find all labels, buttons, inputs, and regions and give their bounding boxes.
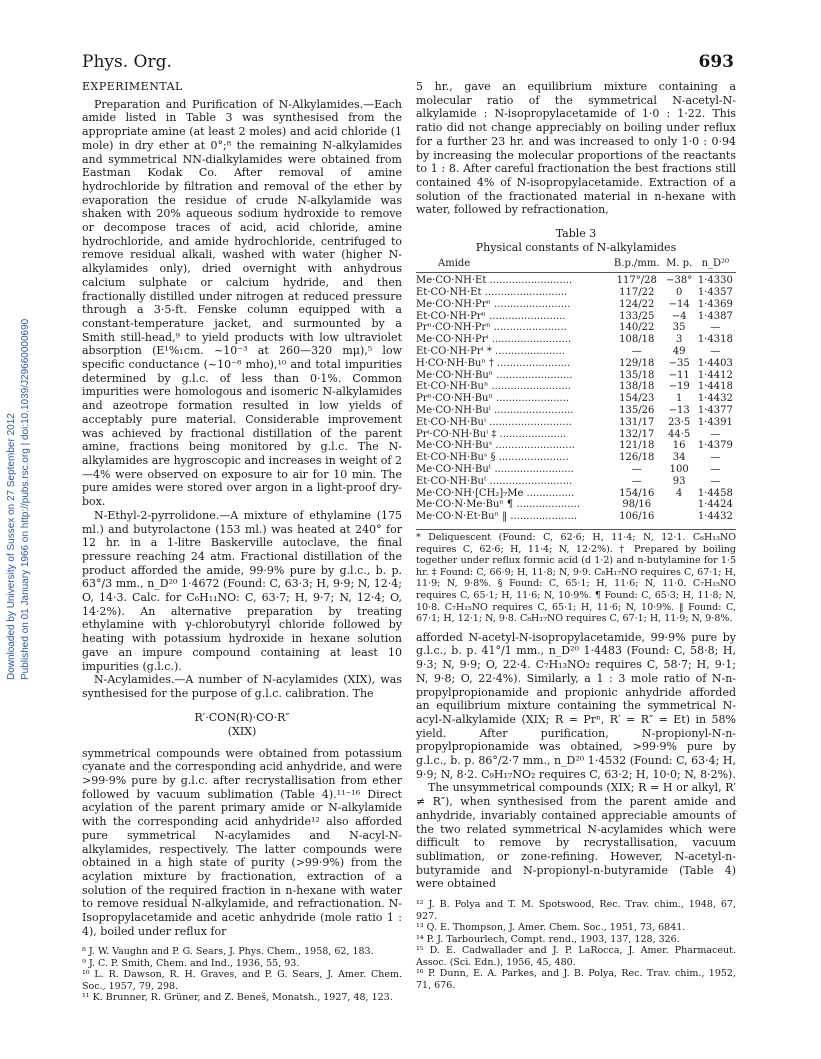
table-row [416, 417, 736, 429]
value-cell: 106/16 [619, 511, 655, 523]
value-cell: — [710, 346, 721, 358]
value-cell: 4 [675, 487, 683, 499]
value-cell: 35 [672, 322, 686, 334]
column-header: n_D²⁰ [695, 258, 736, 272]
value-cell: — [631, 346, 642, 358]
footnote: ¹⁰ L. R. Dawson, R. H. Graves, and P. G. Sears, J. Amer. Chem. Soc., 1957, 79, 298. [82, 969, 402, 992]
value-cell: — [710, 463, 721, 475]
value-cell: 100 [669, 463, 689, 475]
table-row [416, 299, 736, 311]
amide-cell: Me·CO·NH·Et .......................... [416, 275, 573, 287]
amide-cell: Me·CO·NH·Prⁱ ......................... [416, 334, 572, 346]
amide-cell: Et·CO·NH·Buⁱ .......................... [416, 416, 572, 428]
value-cell: 135/18 [619, 369, 655, 381]
table-row [416, 273, 736, 287]
value-cell: 131/17 [619, 416, 655, 428]
column-header: B.p./mm. [610, 258, 664, 272]
amide-cell: Prⁿ·CO·NH·Prⁿ ....................... [416, 322, 567, 334]
table-row [416, 488, 736, 500]
table-caption: Physical constants of N-alkylamides [475, 240, 677, 254]
value-cell: 1·4403 [697, 357, 733, 369]
table-row [416, 393, 736, 405]
value-cell: 0 [675, 287, 683, 299]
value-cell: — [710, 475, 721, 487]
paragraph: The unsymmetrical compounds (XIX; R = H or alkyl, R′ ≠ R″), when synthesised from the parent amide and anhydride, invariably contained appreciable amounts of the two related symmetrical N-acylamides which were difficult to remove by recrystallisation, vacuum sublimation, or zone-refining. However, N-acetyl-n-butyramide and N-propionyl-n-butyramide (Table 4) were obtained [416, 781, 736, 891]
paragraph: N-Acylamides.—A number of N-acylamides (XIX), was synthesised for the purpose of g.l.c. calibration. The [82, 673, 402, 700]
amide-cell: Me·CO·N·Et·Buⁿ ‖ ..................... [416, 511, 578, 523]
value-cell: 44·5 [668, 428, 691, 440]
paragraph: Preparation and Purification of N-Alkylamides.—Each amide listed in Table 3 was synthesised from the appropriate amine (at least 2 moles) and acid chloride (1 mole) in dry ether at 0°;⁸ the remaining N-alkylamides and symmetrical NN-dialkylamides were obtained from Eastman Kodak Co. After removal of amine hydrochloride by filtration and removal of the ether by evaporation the residue of crude N-alkylamide was shaken with 20% aqueous sodium hydroxide to remove or decompose traces of acid, acid chloride, amine hydrochloride, and amide hydrochloride, centrifuged to remove residual alkali, washed with water (higher N-alkylamides only), dried overnight with anhydrous calcium sulphate or calcium hydride, and then fractionally distilled under nitrogen at reduced pressure through a 3·5-ft. Fenske column equipped with a constant-temperature jacket, and surmounted by a Smith still-head,⁹ to yield products with low ultraviolet absorption (E¹%₁cm. ~10⁻³ at 260—320 mμ),⁵ low specific conductance (~10⁻⁸ mho),¹⁰ and total impurities determined by g.l.c. of less than 0·1%. Common impurities were homologous and isomeric N-alkylamides and azeotrope formation resulted in low yields of acceptably pure material. Considerable improvement was achieved by fractional distillation of the parent amine, fractions being monitored by g.l.c. The N-alkylamides are hygroscopic and increases in weight of 2—4% were observed on exposure to air for 10 min. The pure amides were stored over argon in a light-proof dry-box. [82, 97, 402, 509]
value-cell: 135/26 [619, 405, 655, 416]
value-cell: 108/18 [619, 334, 655, 346]
doi-link[interactable]: Published on 01 January 1966 on http://pubs.rsc.org | doi:10.1039/J29660000690 [20, 318, 31, 680]
value-cell: 154/23 [619, 393, 655, 405]
value-cell [664, 511, 695, 523]
column-header: M. p. [664, 258, 695, 272]
value-cell: 132/17 [619, 428, 655, 440]
table-row [416, 358, 736, 370]
value-cell: 129/18 [619, 357, 655, 369]
value-cell: 154/16 [619, 487, 655, 499]
value-cell: 1·4318 [697, 334, 733, 346]
download-sidebar [2, 80, 36, 980]
footnote: ⁹ J. C. P. Smith, Chem. and Ind., 1936, 55, 93. [82, 957, 300, 969]
table-row [416, 381, 736, 393]
value-cell: 93 [672, 475, 686, 487]
value-cell: 1·4458 [697, 487, 733, 499]
table-footnotes: * Deliquescent (Found: C, 62·6; H, 11·4; N, 12·1. C₆H₁₃NO requires C, 62·6; H, 11·4; N, 12·2%). † Prepared by boiling together under reflux formic acid (d 1·2) and n-butylamine for 1·5 hr. ‡ Found: C, 66·9; H, 11·8; N, 9·9. C₈H₁₇NO requires C, 67·1; H, 11·9; N, 9·8%. § Found: C, 65·1; H, 11·6; N, 11·0. C₇H₁₅NO requires C, 65·1; H, 11·6; N, 10·9%. ¶ Found: C, 65·3; H, 11·8; N, 10·8. C₇H₁₅NO requires C, 65·1; H, 11·6; N, 10·9%. ‖ Found: C, 67·1; H, 12·1; N, 9·8. C₈H₁₇NO requires C, 67·1; H, 11·9; N, 9·8%. [416, 529, 736, 625]
table-row [416, 476, 736, 488]
table-row [416, 322, 736, 334]
value-cell: — [710, 452, 721, 464]
table-row [416, 511, 736, 523]
value-cell: 1 [675, 393, 683, 405]
footnote: ¹² J. B. Polya and T. M. Spotswood, Rec. Trav. chim., 1948, 67, 927. [416, 899, 736, 922]
table-row [416, 452, 736, 464]
formula-label: (XIX) [227, 724, 257, 738]
paragraph: afforded N-acetyl-N-isopropylacetamide, 99·9% pure by g.l.c., b. p. 41°/1 mm., n_D²⁰ 1·4483 (Found: C, 58·8; H, 9·3; N, 9·9; O, 22·4. C₇H₁₃NO₂ requires C, 58·7; H, 9·1; N, 9·8; O, 22·4%). Similarly, a 1 : 3 mole ratio of N-n-propylpropionamide and propionic anhydride afforded an equilibrium mixture containing the symmetrical N-acyl-N-alkylamide (XIX; R = Prⁿ, R′ = R″ = Et) in 58% yield. After purification, N-propionyl-N-n-propylpropionamide was obtained, >99·9% pure by g.l.c., b. p. 86°/2·7 mm., n_D²⁰ 1·4532 (Found: C, 63·4; H, 9·9; N, 8·2. C₉H₁₇NO₂ requires C, 63·2; H, 10·0; N, 8·2%). [416, 630, 736, 781]
value-cell: — [710, 322, 721, 334]
footnote: ¹⁵ D. E. Cadwallader and J. P. LaRocca, J. Amer. Pharmaceut. Assoc. (Sci. Edn.), 1956, 45, 480. [416, 945, 736, 968]
amide-cell: Me·CO·NH·Buᵗ ......................... [416, 463, 574, 475]
column-header: Amide [416, 258, 610, 272]
value-cell: 1·4379 [697, 440, 733, 452]
value-cell: 1·4387 [697, 310, 733, 322]
value-cell: 49 [672, 346, 686, 358]
value-cell: — [710, 428, 721, 440]
page-number: 693 [698, 52, 734, 72]
value-cell: 1·4412 [697, 369, 733, 381]
table-row [416, 440, 736, 452]
value-cell: 3 [675, 334, 683, 346]
value-cell: −4 [671, 310, 687, 322]
amide-cell: Me·CO·NH·Buˢ ......................... [416, 440, 575, 452]
footnote: ¹⁴ P. J. Tarbourlech, Compt. rend., 1903, 137, 128, 326. [416, 933, 680, 945]
table-row [416, 334, 736, 346]
footnote: ⁸ J. W. Vaughn and P. G. Sears, J. Phys. Chem., 1958, 62, 183. [82, 946, 374, 958]
value-cell: — [631, 463, 642, 475]
amide-cell: Prⁱ·CO·NH·Buⁱ ‡ ..................... [416, 428, 567, 440]
value-cell [664, 499, 695, 511]
table-row [416, 346, 736, 358]
value-cell: −19 [668, 381, 690, 393]
formula [82, 711, 402, 739]
paragraph: symmetrical compounds were obtained from potassium cyanate and the corresponding acid anhydride, and were >99·9% pure by g.l.c. after recrystallisation from ether followed by vacuum sublimation (Table 4).¹¹⁻¹⁶ Direct acylation of the parent primary amide or N-alkylamide with the corresponding acid anhydride¹² also afforded pure symmetrical N-acylamides and N-acyl-N-alkylamides, respectively. The latter compounds were obtained in a high state of purity (>99·9%) from the acylation mixture by fractionation, extraction of a solution of the required fraction in n-hexane with water to remove residual N-alkylamide, and refractionation. N-Isopropylacetamide and acetic anhydride (mole ratio 1 : 4), boiled under reflux for [82, 746, 402, 938]
table-row [416, 311, 736, 323]
table-row [416, 429, 736, 441]
amide-cell: Prⁿ·CO·NH·Buⁿ ....................... [416, 393, 570, 405]
amide-cell: Et·CO·NH·Prⁿ ........................ [416, 310, 566, 322]
download-notice: Downloaded by University of Sussex on 27 September 2012 [6, 413, 17, 680]
footnote: ¹¹ K. Brunner, R. Grüner, and Z. Beneš, Monatsh., 1927, 48, 123. [82, 992, 393, 1004]
paragraph: 5 hr., gave an equilibrium mixture containing a molecular ratio of the symmetrical N-acetyl-N-alkylamide : N-isopropylacetamide of 1·0 : 1·22. This ratio did not change appreciably on boiling under reflux for a further 23 hr. and was increased to only 1·0 : 0·94 by increasing the molecular proportions of the reactants to 1 : 8. After careful fractionation the best fractions still contained 4% of N-isopropylacetamide. Extraction of a solution of the fractionated material in n-hexane with water, followed by refractionation, [416, 80, 736, 217]
value-cell: 23·5 [668, 416, 691, 428]
amide-cell: Et·CO·NH·Prⁱ * ...................... [416, 346, 565, 358]
amide-cell: Me·CO·NH·Buⁱ ......................... [416, 405, 574, 416]
table-title: Table 3 [555, 227, 597, 241]
value-cell: 1·4357 [697, 287, 733, 299]
value-cell: 1·4391 [697, 416, 733, 428]
formula-expression: R′·CON(R)·CO·R″ [194, 710, 290, 724]
physical-constants-table [416, 258, 736, 523]
value-cell: 16 [672, 440, 686, 452]
table-row [416, 370, 736, 382]
table-row [416, 405, 736, 417]
amide-cell: Me·CO·NH·[CH₂]₇Me ............... [416, 487, 575, 499]
table-row [416, 499, 736, 511]
amide-cell: Me·CO·N·Me·Buⁿ ¶ .................... [416, 499, 581, 511]
journal-name: Phys. Org. [82, 52, 172, 72]
value-cell: 117°/28 [616, 275, 657, 287]
value-cell: −35 [668, 357, 690, 369]
footnote: ¹⁶ P. Dunn, E. A. Parkes, and J. B. Polya, Rec. Trav. chim., 1952, 71, 676. [416, 968, 736, 991]
paragraph: N-Ethyl-2-pyrrolidone.—A mixture of ethylamine (175 ml.) and butyrolactone (153 ml.) was heated at 240° for 12 hr. in a 1-litre Baskerville autoclave, the final pressure reaching 24 atm. Fractional distillation of the product afforded the amide, 99·9% pure by g.l.c., b. p. 63°/3 mm., n_D²⁰ 1·4672 (Found: C, 63·3; H, 9·9; N, 12·4; O, 14·3. Calc. for C₆H₁₁NO: C, 63·7; H, 9·7; N, 12·4; O, 14·2%). An alternative preparation by treating ethylamine with γ-chlorobutyryl chloride followed by heating with potassium hydroxide in hexane solution gave an impure compound containing at least 10 impurities (g.l.c.). [82, 508, 402, 673]
value-cell: −14 [668, 298, 690, 310]
page-header [82, 52, 734, 74]
value-cell: 34 [672, 452, 686, 464]
table-body [416, 273, 736, 523]
amide-cell: Et·CO·NH·Buⁿ ......................... [416, 381, 571, 393]
value-cell: 98/16 [622, 499, 652, 511]
amide-cell: Me·CO·NH·Buⁿ ........................ [416, 369, 573, 381]
value-cell: 138/18 [619, 381, 655, 393]
left-column [82, 80, 402, 1004]
value-cell: 1·4432 [697, 511, 733, 523]
amide-cell: Et·CO·NH·Et .......................... [416, 287, 568, 299]
value-cell: −38° [666, 275, 693, 287]
amide-cell: Et·CO·NH·Buˢ § ...................... [416, 452, 569, 464]
value-cell: 1·4418 [697, 381, 733, 393]
value-cell: 1·4330 [697, 275, 733, 287]
value-cell: 117/22 [619, 287, 655, 299]
amide-cell: Me·CO·NH·Prⁿ ........................ [416, 298, 571, 310]
value-cell: 140/22 [619, 322, 655, 334]
footnotes [82, 946, 402, 1004]
value-cell: 124/22 [619, 298, 655, 310]
footnote: ¹³ Q. E. Thompson, J. Amer. Chem. Soc., 1951, 73, 6841. [416, 922, 686, 934]
value-cell: 1·4369 [697, 298, 733, 310]
value-cell: −11 [668, 369, 690, 381]
value-cell: 133/25 [619, 310, 655, 322]
table-row [416, 464, 736, 476]
value-cell: 126/18 [619, 452, 655, 464]
value-cell: — [631, 475, 642, 487]
value-cell: 121/18 [619, 440, 655, 452]
value-cell: 1·4424 [697, 499, 733, 511]
right-column [416, 80, 736, 991]
value-cell: −13 [668, 405, 690, 416]
table-row [416, 287, 736, 299]
amide-cell: H·CO·NH·Buⁿ † ....................... [416, 357, 571, 369]
footnotes [416, 899, 736, 991]
amide-cell: Et·CO·NH·Buᵗ .......................... [416, 475, 573, 487]
section-heading: EXPERIMENTAL [82, 80, 183, 93]
value-cell: 1·4377 [697, 405, 733, 416]
value-cell: 1·4432 [697, 393, 733, 405]
